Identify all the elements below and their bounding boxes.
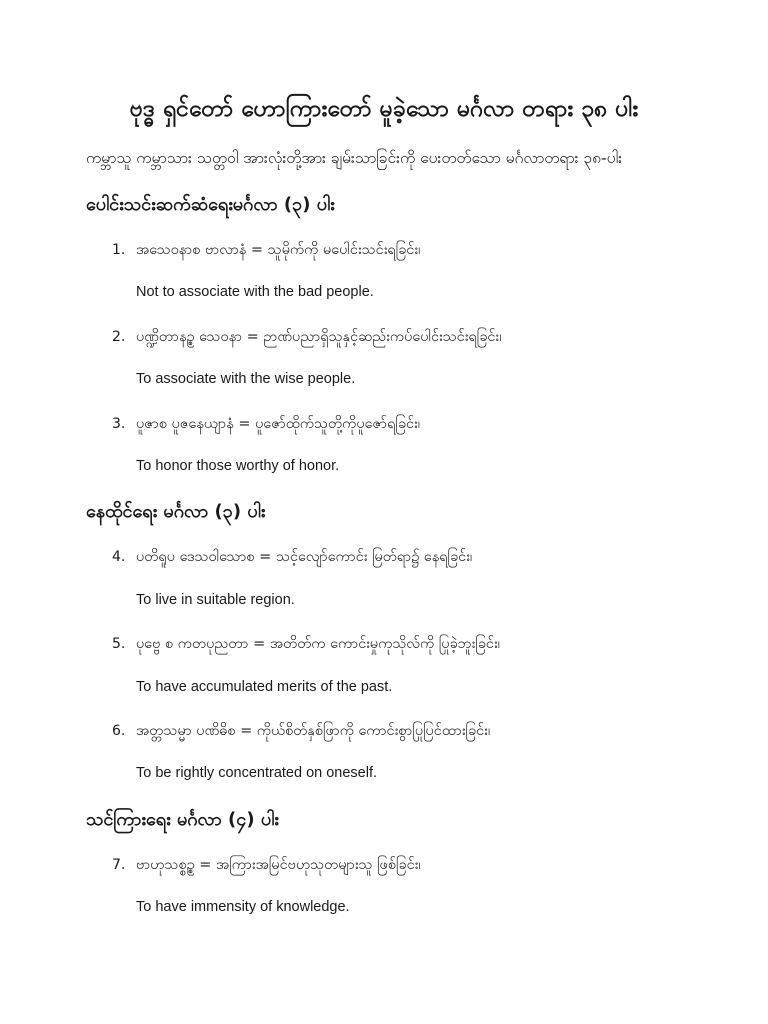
item-pali-text: ပဏ္ဍိတာနဉ္စ သေဝနာ = ဉာဏ်ပညာရှိသူနှင့်ဆည်းကပ်ပေါင်းသင်းရခြင်း၊: [136, 329, 502, 345]
item-english-text: Not to associate with the bad people.: [136, 284, 374, 300]
item-english-text: To associate with the wise people.: [136, 371, 356, 387]
item-number: 3.: [112, 416, 126, 432]
section-heading: သင်ကြားရေး မင်္ဂလာ (၄) ပါး: [86, 809, 279, 830]
item-pali-text: ပူဇာစ ပူဇနေယျာနံ = ပူဇော်ထိုက်သူတို့ကိုပူဇော်ရခြင်း၊: [136, 416, 421, 432]
item-number: 2.: [112, 329, 126, 345]
item-english-text: To honor those worthy of honor.: [136, 458, 340, 474]
item-english-text: To have accumulated merits of the past.: [136, 679, 393, 695]
section-heading: ပေါင်းသင်းဆက်ဆံရေးမင်္ဂလာ (၃) ပါး: [86, 194, 335, 215]
item-english-text: To be rightly concentrated on oneself.: [136, 765, 378, 781]
item-pali-text: ပတိရူပ ဒေသဝါသောစ = သင့်လျော်ကောင်း မြတ်ရာ၌ နေရခြင်း၊: [136, 549, 473, 565]
page-subtitle: ကမ္ဘာသူ ကမ္ဘာသား သတ္တဝါ အားလုံးတို့အား ချမ်းသာခြင်းကို ပေးတတ်သော မင်္ဂလာတရား ၃၈-ပါး: [86, 149, 623, 167]
item-pali-text: ဗာဟုသစ္စဉ္စ = အကြားအမြင်ဗဟုသုတများသူ ဖြစ်ခြင်း၊: [136, 857, 421, 873]
item-english-text: To have immensity of knowledge.: [136, 899, 350, 915]
item-pali-text: အသေဝနာစ ဗာလာနံ = သူမိုက်ကို မပေါင်းသင်းရခြင်း၊: [136, 242, 421, 258]
item-number: 6.: [112, 723, 126, 739]
item-number: 4.: [112, 549, 126, 565]
item-english-text: To live in suitable region.: [136, 592, 295, 608]
section-heading: နေထိုင်ရေး မင်္ဂလာ (၃) ပါး: [86, 501, 266, 522]
item-number: 5.: [112, 636, 126, 652]
item-number: 7.: [112, 857, 126, 873]
item-pali-text: အတ္တသမ္မာ ပဏိဓိစ = ကိုယ်စိတ်နှစ်ဖြာကို ကောင်းစွာပြုပြင်ထားခြင်း၊: [136, 723, 491, 739]
item-pali-text: ပုဗ္ဗေ စ ကတပုညတာ = အတိတ်က ကောင်းမှုကုသိုလ်ကို ပြုခဲ့ဘူးခြင်း၊: [136, 636, 500, 652]
page-title: ဗုဒ္ဓ ရှင်တော် ဟောကြားတော် မူခဲ့သော မင်္ဂလာ တရား ၃၈ ပါး: [129, 96, 639, 122]
item-number: 1.: [112, 242, 126, 258]
